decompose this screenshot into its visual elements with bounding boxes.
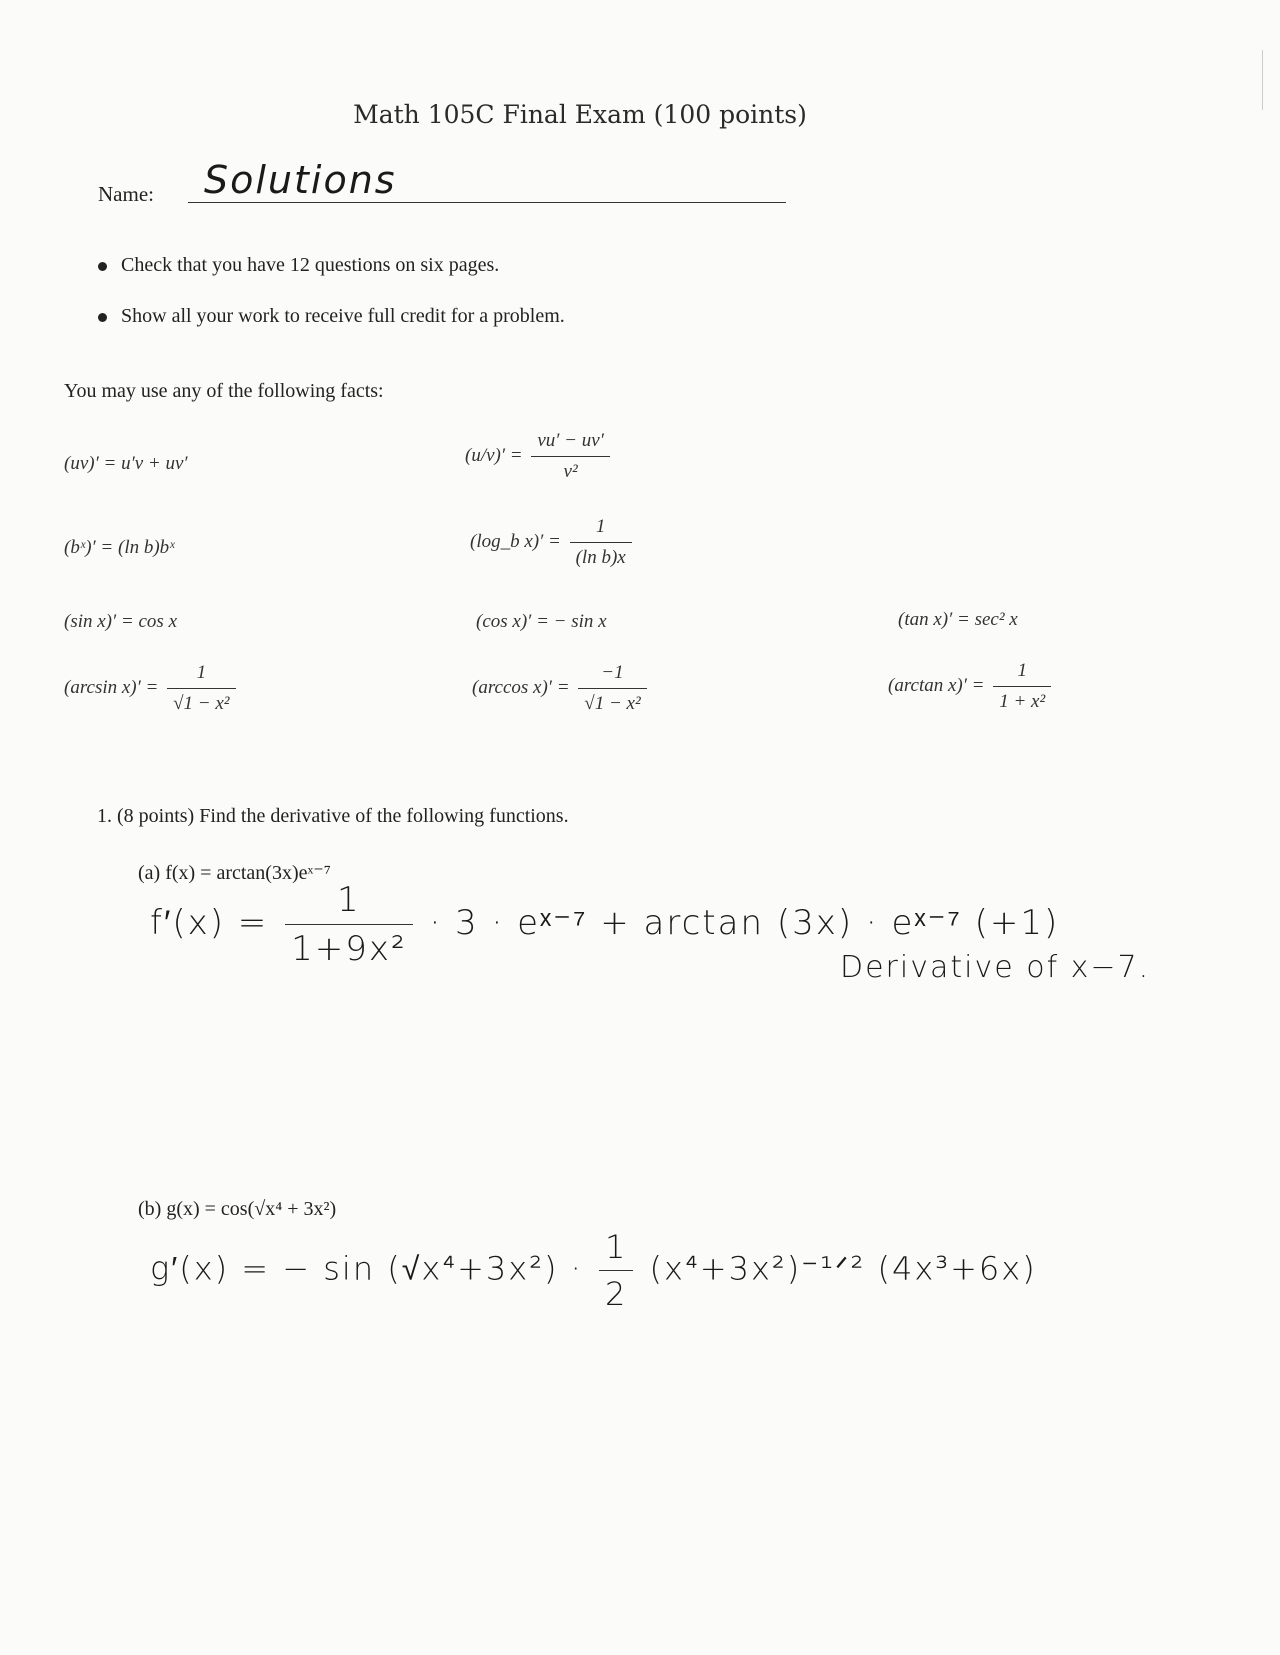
bullet-icon (98, 262, 107, 271)
scan-edge-mark (1262, 50, 1273, 110)
name-label: Name: (98, 182, 154, 206)
fact-cos-rule: (cos x)′ = − sin x (476, 611, 607, 632)
question-1-heading: 1. (8 points) Find the derivative of the following functions. (97, 805, 569, 827)
fact-log-rule: (log_b x)′ = $\frac{1}{\text{(ln b)x}}$ (470, 516, 636, 569)
question-1a-note: Derivative of x−7. (840, 950, 1151, 985)
fact-quotient-rule: (u/v)′ = $\frac{vu' - uv'}{\text{v²}}$ (465, 430, 614, 483)
instruction-item: Check that you have 12 questions on six pages. (98, 254, 565, 277)
fact-product-rule: (uv)′ = u′v + uv′ (64, 453, 188, 474)
question-1a-answer: f′(x) = $\frac{1}{\text{1+9x²}}$ · 3 · eˣ⁻⁷ + arctan (3x) · eˣ⁻⁷ (+1) (150, 880, 1060, 969)
fact-arctan-rule: (arctan x)′ = $\frac{1}{\text{1 + x²}}$ (888, 660, 1055, 713)
bullet-icon (98, 313, 107, 322)
fact-arcsin-rule: (arcsin x)′ = $\frac{1}{\text{√1 − x²}}$ (64, 662, 240, 715)
facts-intro: You may use any of the following facts: (64, 380, 384, 402)
fact-exp-rule: (bˣ)′ = (ln b)bˣ (64, 537, 175, 558)
name-handwritten: Solutions (204, 158, 397, 202)
fact-tan-rule: (tan x)′ = sec² x (898, 609, 1018, 630)
page-title: Math 105C Final Exam (100 points) (353, 100, 807, 129)
instruction-item: Show all your work to receive full credit for a problem. (98, 305, 565, 328)
instruction-list (98, 254, 565, 356)
question-1b-prompt: (b) g(x) = cos(√x⁴ + 3x²) (138, 1198, 337, 1220)
fact-sin-rule: (sin x)′ = cos x (64, 611, 177, 632)
name-underline (188, 202, 786, 203)
fact-arccos-rule: (arccos x)′ = $\frac{-1}{\text{√1 − x²}}$ (472, 662, 651, 715)
question-1a-prompt: (a) f(x) = arctan(3x)eˣ⁻⁷ (138, 862, 331, 884)
question-1b-answer: g′(x) = − sin (√x⁴+3x²) · $\frac{1}{2}$ (x⁴+3x²)⁻¹ᐟ² (4x³+6x) (150, 1228, 1037, 1313)
